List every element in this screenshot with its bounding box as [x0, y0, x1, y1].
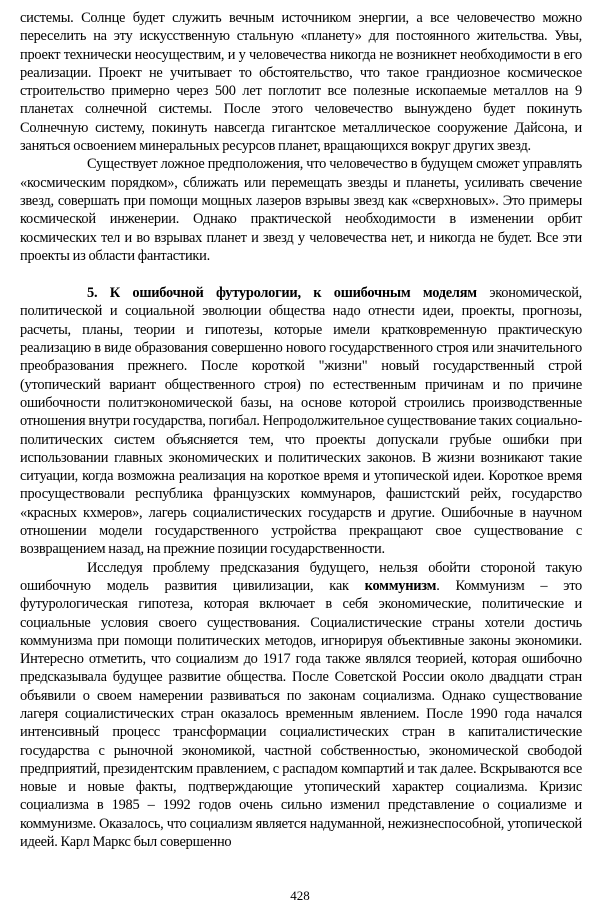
paragraph-communism: [20, 559, 582, 852]
paragraph-space-engineering: Существует ложное предположения, что человечество в будущем сможет управлять «космическим порядком», сближать или перемещать звезды и планеты, усиливать свечение звезд, совершать при помощи мощных лазеров взрывы звезд как «сверхновых». Это примеры космической инженерии. Однако практической необходимости в изменении орбит космических тел и во взрывах планет и звезд у человечества нет, и никогда не будет. Все эти проекты из области фантастики.: [20, 156, 582, 264]
paragraph-erroneous-models-text: экономической, политической и социальной эволюции общества надо отнести идеи, проекты, прогнозы, расчеты, планы, теории и гипотезы, которые имели кратковременную практическую реализацию в виде образования совершенно нового государственного строя или значительного преобразования прежнего. После короткой "жизни" новый государственный строй (утопический вариант общественного строя) по естественным причинам и по причине ошибочности политэкономической базы, на основе которой строились производственные отношения внутри государства, погибал. Непродолжительное существование таких социально-политических систем объясняется тем, что проекты допускали грубые ошибки при использовании главных экономических и политических законов. В жизни возникают такие ситуации, когда возможна реализация на короткое время и утопической идеи. Короткое время просуществовали республика французских коммунаров, фашистский рейх, государство «красных кхмеров», лагерь социалистических государств и другие. Ошибочные в научном отношении модели государственного устройства прекращают свое существование с возвращением назад, на прежние позиции государственности.: [20, 285, 583, 558]
section-heading: 5. К ошибочной футурологии, к ошибочным моделям: [87, 285, 477, 302]
page-number: 428: [290, 888, 310, 903]
paragraph-communism-text: . Коммунизм – это футурологическая гипотеза, которая включает в себя экономические, политические и социальные условия своего существования. Социалистические страны хотели достичь коммунизма при помощи политических методов, игнорируя объективные законы экономики. Интересно отметить, что социализм до 1917 года также являлся теорией, которая ошибочно предсказывала будущее развитие общества. После Советской России около двадцати стран объявили о своем намерении развиваться по законам социализма. Однако существование лагеря социалистических стран оказалось временным явлением. После 1990 года начался интенсивный процесс трансформации социалистических стран в капиталистические государства с рыночной экономикой, частной собственностью, экономической свободой предприятий, президентским правлением, с распадом компартий и так далее. Вскрываются все новые и новые факты, подтверждающие утопический характер социализма. Кризис социализма в 1985 – 1992 годов очень сильно изменил представление о социализме и коммунизме. Оказалось, что социализм является надуманной, нежизнеспособной, утопической идеей. Карл Маркс был совершенно: [20, 577, 582, 851]
paragraph-erroneous-models: [20, 284, 582, 558]
paragraph-communism-intro: Исследуя проблему предсказания будущего, нельзя обойти стороной такую ошибочную модель развития цивилизации, как: [20, 559, 582, 594]
section-spacer: [20, 265, 582, 284]
term-communism: коммунизм: [364, 577, 437, 594]
paragraph-dyson-sphere: системы. Солнце будет служить вечным источником энергии, а все человечество можно переселить на эту искусственную стальную «планету» для постоянного жительства. Увы, проект технически неосуществим, и у человечества никогда не возникнет необходимости в его реализации. Проект не учитывает то обстоятельство, что такое грандиозное космическое строительство примерно через 500 лет поглотит все полезные ископаемые металлов на 9 планетах солнечной системы. После этого человечество вынуждено будет покинуть Солнечную систему, покинуть навсегда гигантское металлическое сооружение Дайсона, и заняться освоением минеральных ресурсов планет, вращающихся вокруг других звезд.: [20, 10, 582, 155]
